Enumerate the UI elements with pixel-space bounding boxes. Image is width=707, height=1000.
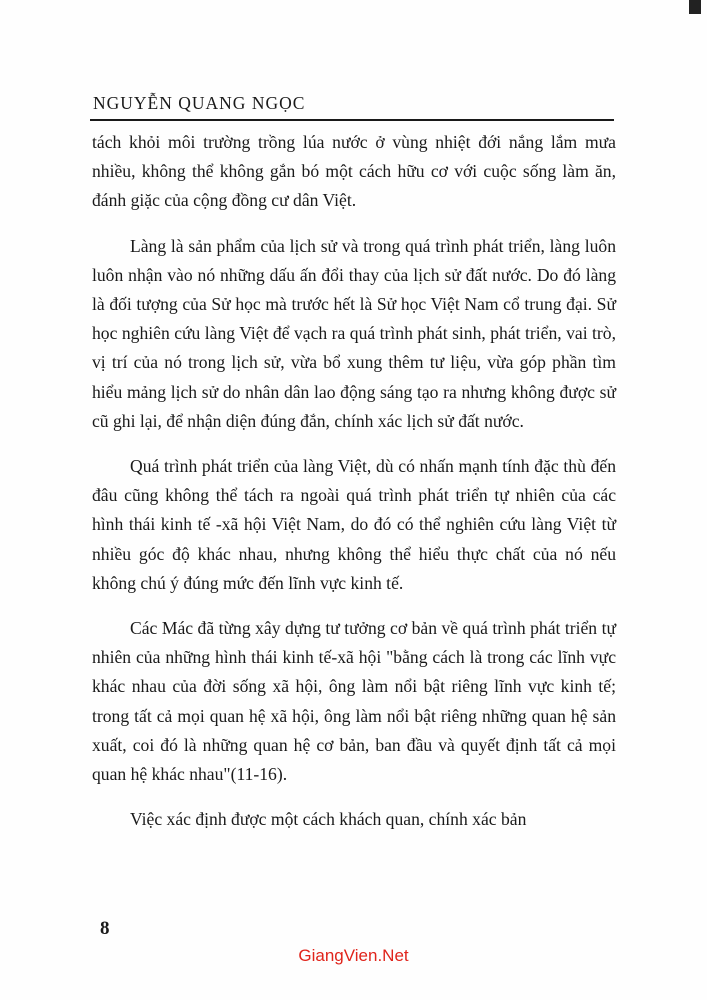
paragraph: Việc xác định được một cách khách quan, chính xác bản (130, 809, 527, 830)
body-text (92, 128, 616, 850)
paragraph: Các Mác đã từng xây dựng tư tưởng cơ bản về quá trình phát triển tự nhiên của những hình thái kinh tế-xã hội "bằng cách là trong các lĩnh vực khác nhau của đời sống xã hội, ông làm nổi bật riêng lĩnh vực kinh tế; trong tất cả mọi quan hệ xã hội, ông làm nổi bật riêng những quan hệ sản xuất, coi đó là những quan hệ cơ bản, ban đầu và quyết định tất cả mọi quan hệ khác nhau"(11-16). (92, 618, 616, 785)
scan-edge-mark (689, 0, 701, 14)
paragraph: Quá trình phát triển của làng Việt, dù có nhấn mạnh tính đặc thù đến đâu cũng không thể tách ra ngoài quá trình phát triển tự nhiên của các hình thái kinh tế -xã hội Việt Nam, do đó có thể nghiên cứu làng Việt từ nhiều góc độ khác nhau, nhưng không thể hiểu thực chất của nó nếu không chú ý đúng mức đến lĩnh vực kinh tế. (92, 456, 616, 593)
paragraph-continuation: tách khỏi môi trường trồng lúa nước ở vùng nhiệt đới nắng lắm mưa nhiều, không thể không gắn bó một cách hữu cơ với cuộc sống làm ăn, đánh giặc của cộng đồng cư dân Việt. (92, 132, 616, 211)
page-number: 8 (100, 918, 110, 939)
watermark-text: GiangVien.Net (298, 946, 409, 965)
paragraph: Làng là sản phẩm của lịch sử và trong quá trình phát triển, làng luôn luôn nhận vào nó những dấu ấn đổi thay của lịch sử đất nước. Do đó làng là đối tượng của Sử học mà trước hết là Sử học Việt Nam cổ trung đại. Sử học nghiên cứu làng Việt để vạch ra quá trình phát sinh, phát triển, vai trò, vị trí của nó trong lịch sử, vừa bổ xung thêm tư liệu, vừa góp phần tìm hiểu mảng lịch sử do nhân dân lao động sáng tạo ra nhưng không được sử cũ ghi lại, để nhận diện đúng đắn, chính xác lịch sử đất nước. (92, 235, 616, 431)
running-head-author: NGUYỄN QUANG NGỌC (93, 93, 306, 113)
header-rule (90, 119, 614, 121)
